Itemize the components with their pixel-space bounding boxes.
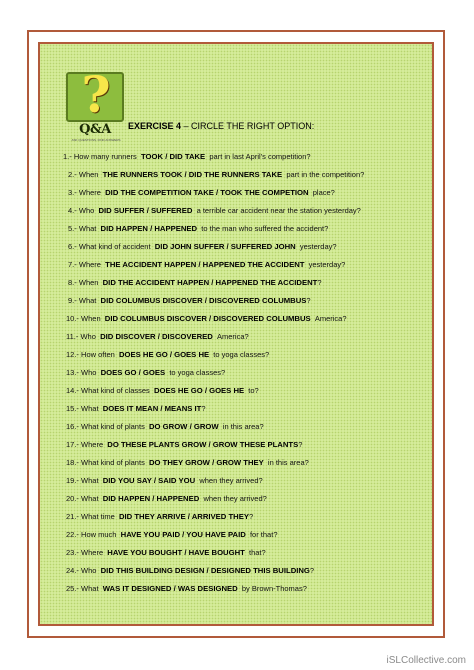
question-mark-icon: ? <box>81 65 111 124</box>
question-tail: ? <box>309 566 315 575</box>
question-lead: What <box>81 494 99 503</box>
answer-options[interactable]: DOES HE GO / GOES HE <box>118 350 210 359</box>
question-lead: Who <box>78 206 95 215</box>
question-lead: What <box>81 476 99 485</box>
answer-options[interactable]: DID THEY ARRIVE / ARRIVED THEY <box>118 512 249 521</box>
answer-options[interactable]: DOES HE GO / GOES HE <box>153 386 245 395</box>
question-tail: America? <box>217 332 249 341</box>
answer-options[interactable]: DID THIS BUILDING DESIGN / DESIGNED THIS BUILDING <box>100 566 310 575</box>
question-number: 23.- <box>66 548 79 557</box>
question-item <box>66 530 278 539</box>
question-tail: ? <box>317 278 322 287</box>
answer-options[interactable]: DO GROW / GROW <box>149 422 219 431</box>
question-item <box>66 548 266 557</box>
answer-options[interactable]: DO THEY GROW / GROW THEY <box>149 458 264 467</box>
question-tail: America? <box>314 314 347 323</box>
answer-options[interactable]: DID SUFFER / SUFFERED <box>98 206 193 215</box>
answer-options[interactable]: DOES IT MEAN / MEANS IT <box>102 404 202 413</box>
answer-options[interactable]: DID COLUMBUS DISCOVER / DISCOVERED COLUMBUS <box>100 296 307 305</box>
question-lead: What <box>81 404 99 413</box>
question-tail: ? <box>306 296 311 305</box>
question-number: 25.- <box>66 584 79 593</box>
question-number: 24.- <box>66 566 79 575</box>
qa-logo <box>66 65 126 142</box>
question-item <box>66 458 309 467</box>
question-tail: to? <box>248 386 259 395</box>
question-lead: Where <box>81 548 104 557</box>
question-number: 12.- <box>66 350 79 359</box>
question-item <box>68 224 328 233</box>
question-tail: to yoga classes? <box>213 350 270 359</box>
question-number: 16.- <box>66 422 79 431</box>
answer-options[interactable]: HAVE YOU PAID / YOU HAVE PAID <box>120 530 246 539</box>
answer-options[interactable]: DID HAPPEN / HAPPENED <box>102 494 200 503</box>
question-lead: What <box>81 584 99 593</box>
question-item <box>63 152 311 161</box>
answer-options[interactable]: THE RUNNERS TOOK / DID THE RUNNERS TAKE <box>102 170 283 179</box>
exercise-instruction: – CIRCLE THE RIGHT OPTION: <box>183 121 315 131</box>
question-item <box>66 350 269 359</box>
question-lead: How often <box>81 350 115 359</box>
question-tail: when they arrived? <box>199 476 263 485</box>
question-number: 5.- <box>68 224 77 233</box>
question-item <box>68 206 361 215</box>
question-lead: What kind of classes <box>81 386 150 395</box>
question-item <box>66 512 253 521</box>
question-lead: When <box>81 314 101 323</box>
question-number: 18.- <box>66 458 79 467</box>
question-tail: ? <box>298 440 303 449</box>
answer-options[interactable]: DID HAPPEN / HAPPENED <box>100 224 198 233</box>
question-tail: a terrible car accident near the station yesterday? <box>196 206 361 215</box>
question-tail: part in the competition? <box>286 170 365 179</box>
question-item <box>66 386 259 395</box>
question-item <box>66 584 307 593</box>
question-lead: Where <box>78 188 101 197</box>
answer-options[interactable]: WAS IT DESIGNED / WAS DESIGNED <box>102 584 238 593</box>
question-tail: when they arrived? <box>203 494 267 503</box>
question-item <box>66 404 206 413</box>
question-tail: part in last April’s competition? <box>209 152 311 161</box>
question-tail: in this area? <box>267 458 309 467</box>
question-lead: What kind of plants <box>81 458 145 467</box>
question-tail: to yoga classes? <box>169 368 226 377</box>
answer-options[interactable]: DID YOU SAY / SAID YOU <box>102 476 196 485</box>
question-lead: When <box>78 278 99 287</box>
exercise-number: EXERCISE 4 <box>128 121 182 131</box>
question-tail: yesterday? <box>299 242 337 251</box>
question-number: 13.- <box>66 368 79 377</box>
question-lead: Who <box>80 332 96 341</box>
question-number: 19.- <box>66 476 79 485</box>
answer-options[interactable]: DID COLUMBUS DISCOVER / DISCOVERED COLUMBUS <box>104 314 311 323</box>
question-lead: What <box>78 296 97 305</box>
question-lead: Where <box>81 440 104 449</box>
question-lead: What kind of accident <box>78 242 151 251</box>
question-tail: in this area? <box>222 422 264 431</box>
question-number: 11.- <box>66 332 79 341</box>
question-item <box>66 422 264 431</box>
answer-options[interactable]: DID JOHN SUFFER / SUFFERED JOHN <box>154 242 296 251</box>
question-lead: Who <box>81 566 97 575</box>
question-number: 2.- <box>68 170 77 179</box>
question-tail: place? <box>312 188 335 197</box>
question-number: 7.- <box>68 260 77 269</box>
watermark: iSLCollective.com <box>386 655 466 666</box>
question-tail: for that? <box>249 530 278 539</box>
question-number: 9.- <box>68 296 77 305</box>
question-item <box>66 566 314 575</box>
answer-options[interactable]: HAVE YOU BOUGHT / HAVE BOUGHT <box>107 548 245 557</box>
question-number: 22.- <box>66 530 79 539</box>
answer-options[interactable]: DID THE ACCIDENT HAPPEN / HAPPENED THE ACCIDENT <box>102 278 318 287</box>
question-number: 3.- <box>68 188 77 197</box>
logo-caption: Q&A <box>79 122 111 137</box>
question-number: 14.- <box>66 386 79 395</box>
question-item <box>68 170 364 179</box>
question-lead: Where <box>78 260 101 269</box>
question-tail: ? <box>201 404 206 413</box>
question-lead: What kind of plants <box>81 422 145 431</box>
question-number: 1.- <box>63 152 72 161</box>
answer-options[interactable]: TOOK / DID TAKE <box>140 152 206 161</box>
question-item <box>68 188 335 197</box>
question-number: 10.- <box>66 314 79 323</box>
question-lead: How many runners <box>73 152 137 161</box>
question-item <box>66 476 263 485</box>
answer-options[interactable]: DOES GO / GOES <box>100 368 166 377</box>
question-item <box>66 440 302 449</box>
question-lead: What time <box>81 512 115 521</box>
question-tail: ? <box>248 512 254 521</box>
question-number: 15.- <box>66 404 79 413</box>
question-lead: When <box>78 170 99 179</box>
question-tail: yesterday? <box>308 260 346 269</box>
question-number: 8.- <box>68 278 77 287</box>
question-lead: How much <box>81 530 117 539</box>
question-lead: Who <box>81 368 97 377</box>
question-lead: What <box>78 224 97 233</box>
question-item <box>68 260 345 269</box>
question-number: 4.- <box>68 206 77 215</box>
question-tail: by Brown-Thomas? <box>241 584 307 593</box>
logo-box <box>66 65 124 124</box>
answer-options[interactable]: DID THE COMPETITION TAKE / TOOK THE COMPETION <box>105 188 309 197</box>
question-item <box>68 278 322 287</box>
question-tail: that? <box>249 548 266 557</box>
question-tail: to the man who suffered the accident? <box>201 224 329 233</box>
question-item <box>66 494 267 503</box>
question-number: 17.- <box>66 440 79 449</box>
question-number: 21.- <box>66 512 79 521</box>
answer-options[interactable]: THE ACCIDENT HAPPEN / HAPPENED THE ACCIDENT <box>105 260 305 269</box>
question-item <box>68 242 337 251</box>
question-item <box>66 314 347 323</box>
exercise-title <box>128 121 314 131</box>
answer-options[interactable]: DO THESE PLANTS GROW / GROW THESE PLANTS <box>107 440 299 449</box>
question-number: 6.- <box>68 242 77 251</box>
question-item <box>68 296 311 305</box>
question-item <box>66 332 249 341</box>
question-item <box>66 368 225 377</box>
logo-subtext: ASK QUESTIONS, FIND ANSWERS <box>71 138 121 142</box>
answer-options[interactable]: DID DISCOVER / DISCOVERED <box>100 332 213 341</box>
question-number: 20.- <box>66 494 79 503</box>
